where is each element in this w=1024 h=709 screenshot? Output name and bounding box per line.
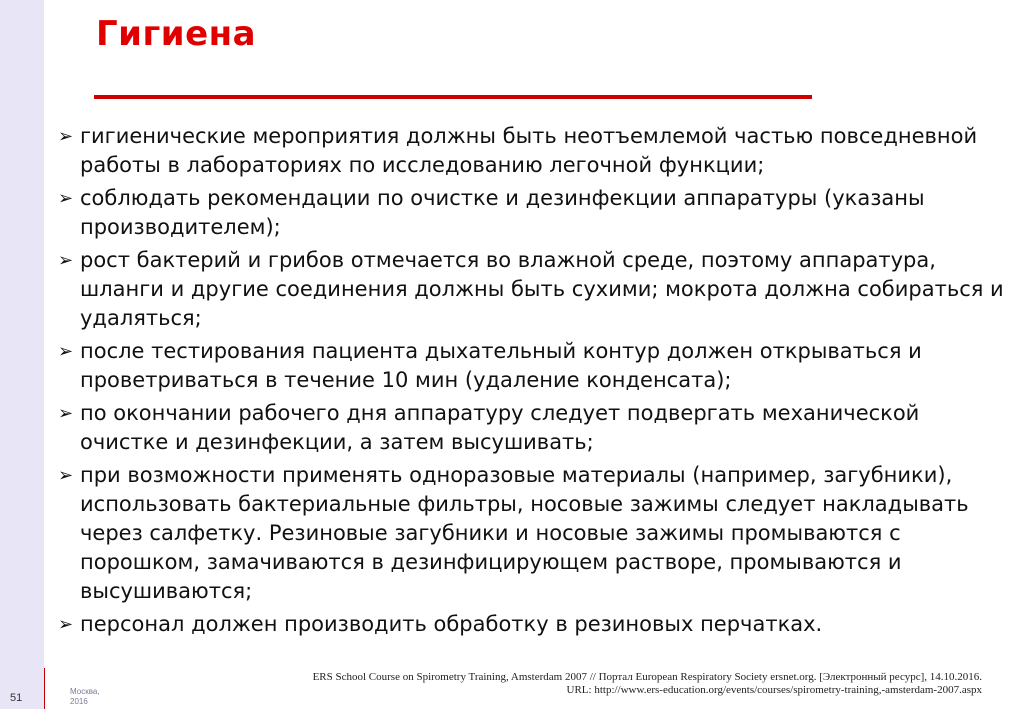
bullet-list xyxy=(58,122,1008,643)
arrow-bullet-icon: ➢ xyxy=(58,465,74,486)
bullet-item xyxy=(58,610,1008,639)
bullet-text: после тестирования пациента дыхательный контур должен открываться и проветриваться в течение 10 мин (удаление конденсата); xyxy=(80,339,922,392)
source-citation xyxy=(82,671,982,697)
bullet-item xyxy=(58,246,1008,333)
arrow-bullet-icon: ➢ xyxy=(58,341,74,362)
footer-divider xyxy=(44,668,45,709)
arrow-bullet-icon: ➢ xyxy=(58,126,74,147)
citation-url: URL: http://www.ers-education.org/events/courses/spirometry-training,-amsterdam-2007.aspx xyxy=(566,684,982,696)
bullet-text: при возможности применять одноразовые материалы (например, загубники), использовать бактериальные фильтры, носовые зажимы следует накладывать через салфетку. Резиновые загубники и носовые зажимы промываются с порошком, замачиваются в дезинфицирующем растворе, промываются и высушиваются; xyxy=(80,463,969,603)
slide-title: Гигиена xyxy=(96,14,257,54)
bullet-item xyxy=(58,337,1008,395)
bullet-item xyxy=(58,399,1008,457)
arrow-bullet-icon: ➢ xyxy=(58,250,74,271)
left-decorative-stripe xyxy=(0,0,44,709)
bullet-text: рост бактерий и грибов отмечается во влажной среде, поэтому аппаратура, шланги и другие соединения должны быть сухими; мокрота должна собираться и удаляться; xyxy=(80,248,1004,330)
location-stamp xyxy=(70,687,100,707)
arrow-bullet-icon: ➢ xyxy=(58,188,74,209)
bullet-text: по окончании рабочего дня аппаратуру следует подвергать механической очистке и дезинфекции, а затем высушивать; xyxy=(80,401,920,454)
arrow-bullet-icon: ➢ xyxy=(58,614,74,635)
bullet-item xyxy=(58,184,1008,242)
title-underline xyxy=(94,95,812,99)
bullet-item xyxy=(58,461,1008,606)
bullet-text: персонал должен производить обработку в резиновых перчатках. xyxy=(80,612,823,636)
citation-text: ERS School Course on Spirometry Training, Amsterdam 2007 // Портал European Respiratory Society ersnet.org. [Электронный ресурс], 14.10.2016. xyxy=(312,671,982,683)
city-label: Москва, xyxy=(70,687,100,696)
year-label: 2016 xyxy=(70,697,88,706)
bullet-text: соблюдать рекомендации по очистке и дезинфекции аппаратуры (указаны производителем); xyxy=(80,186,925,239)
arrow-bullet-icon: ➢ xyxy=(58,403,74,424)
bullet-item xyxy=(58,122,1008,180)
bullet-text: гигиенические мероприятия должны быть неотъемлемой частью повседневной работы в лабораториях по исследованию легочной функции; xyxy=(80,124,978,177)
page-number: 51 xyxy=(10,692,23,704)
